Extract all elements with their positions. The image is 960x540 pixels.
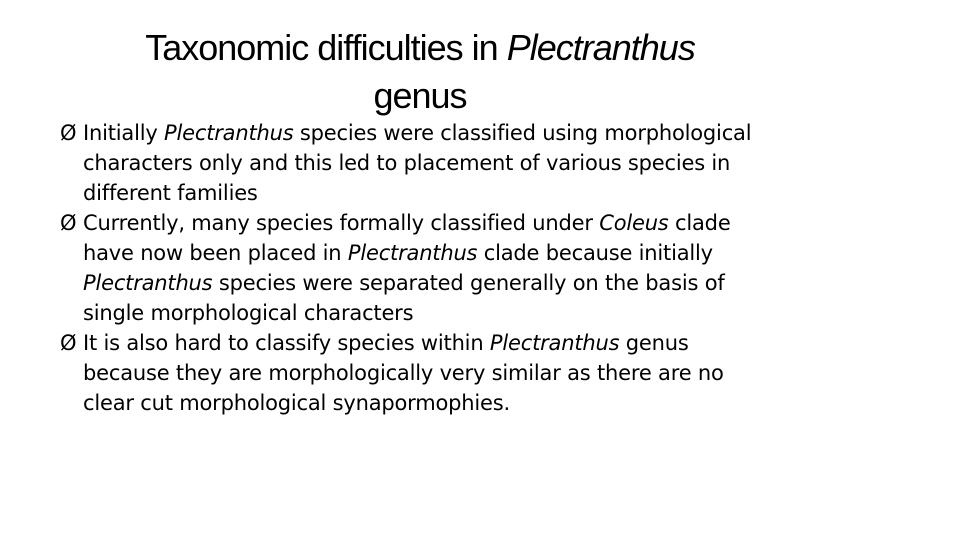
- bullet-item-3: [60, 328, 780, 418]
- bullet-text: Currently, many species formally classified under: [83, 211, 600, 235]
- bullet-text: clade because initially: [477, 241, 713, 265]
- bullet-text-italic: Plectranthus: [83, 271, 213, 295]
- title-prefix: Taxonomic difficulties in: [145, 27, 507, 68]
- title-line-1: [60, 24, 780, 72]
- bullet-text-italic: Plectranthus: [164, 121, 294, 145]
- bullet-text-italic: Coleus: [599, 211, 669, 235]
- arrow-bullet-icon: Ø: [60, 211, 77, 235]
- bullet-text: clade have now been placed in: [83, 211, 731, 265]
- bullet-text: species were classified using morphological characters only and this led to placement of various species in different families: [83, 121, 752, 205]
- bullet-item-2: [60, 208, 780, 328]
- bullet-list: [60, 118, 780, 418]
- bullet-text: genus because they are morphologically very similar as there are no clear cut morphological synapormophies.: [83, 331, 724, 415]
- title-line-2: genus: [373, 75, 467, 116]
- bullet-text-italic: Plectranthus: [489, 331, 620, 355]
- arrow-bullet-icon: Ø: [60, 121, 77, 145]
- bullet-item-1: [60, 118, 780, 208]
- bullet-text-italic: Plectranthus: [347, 241, 478, 265]
- bullet-text: It is also hard to classify species within: [83, 331, 490, 355]
- bullet-text: Initially: [83, 121, 165, 145]
- slide-title: [60, 24, 780, 120]
- bullet-text: species were separated generally on the basis of single morphological characters: [83, 271, 725, 325]
- arrow-bullet-icon: Ø: [60, 331, 77, 355]
- title-genus-name: Plectranthus: [506, 27, 695, 68]
